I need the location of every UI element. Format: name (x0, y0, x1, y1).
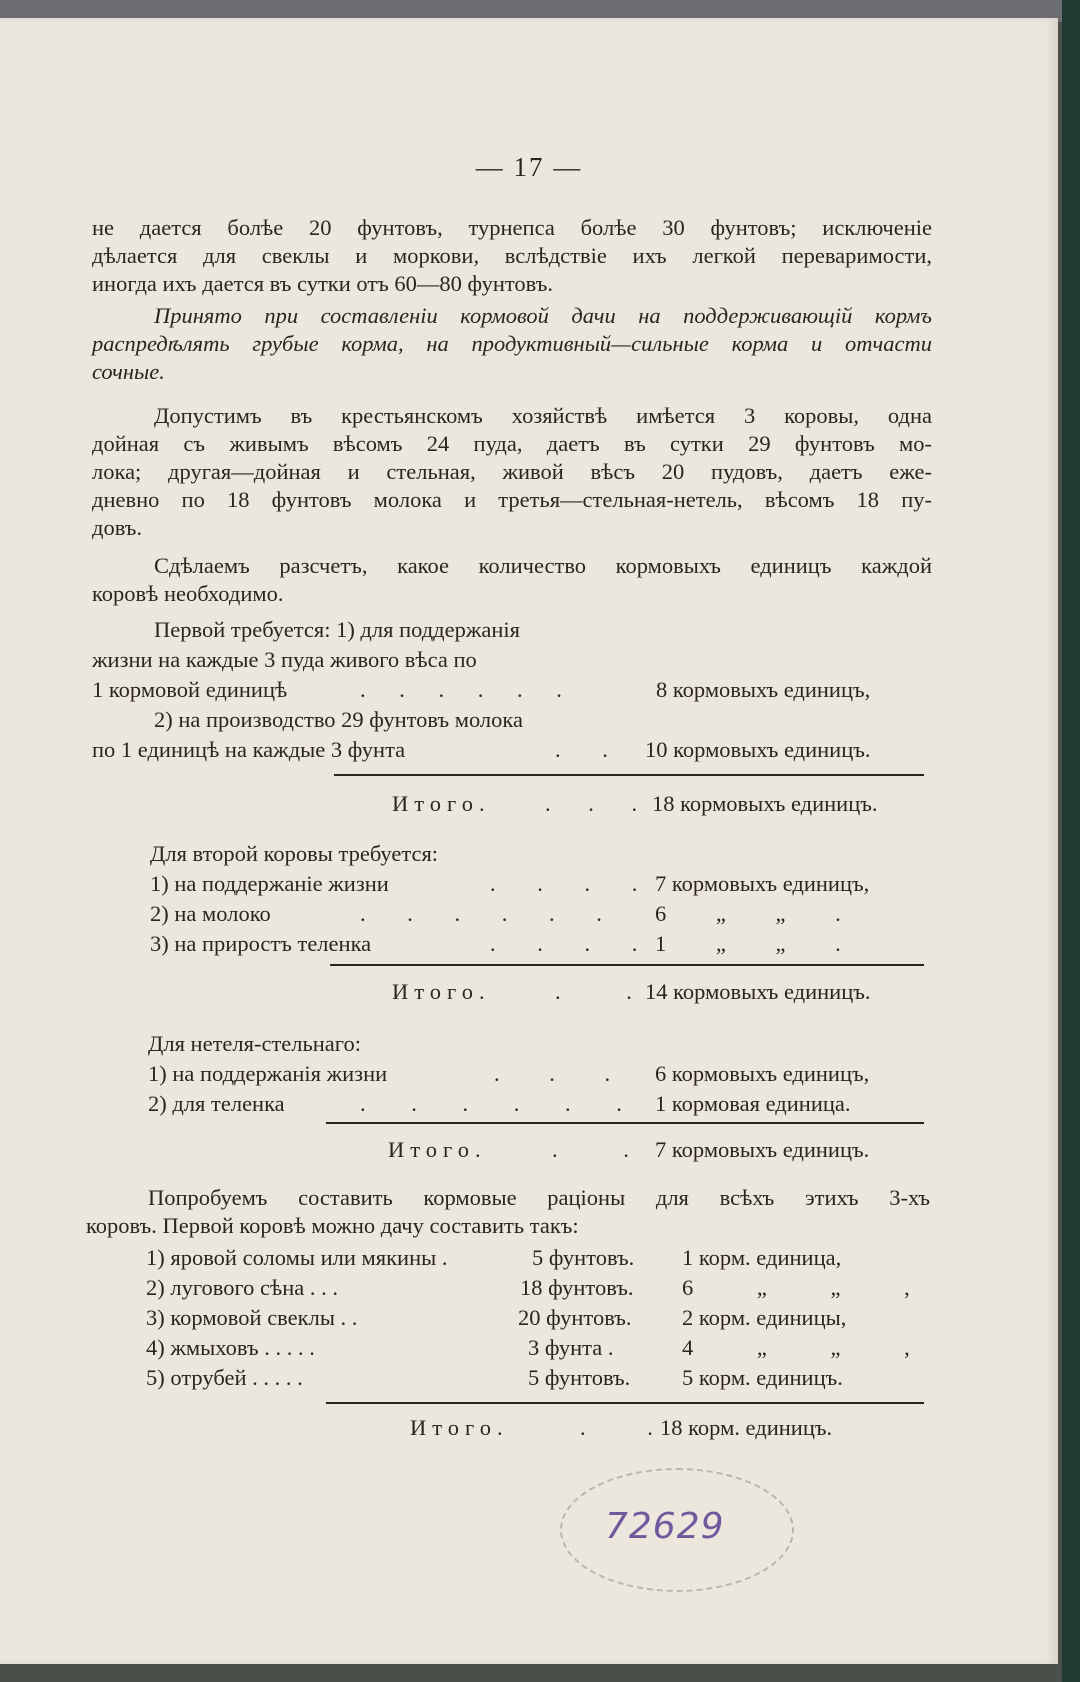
sum-rule (326, 1122, 924, 1124)
third-cow-item-value: 1 кормовая единица. (655, 1091, 851, 1116)
third-cow-item-label: 1) на поддержанія жизни (148, 1061, 388, 1086)
second-cow-item-value: 7 кормовыхъ единицъ, (655, 871, 870, 896)
ration-total-value: 18 корм. единицъ. (660, 1415, 833, 1440)
paragraph-1 (92, 214, 932, 298)
leader-dots: . . (555, 737, 626, 762)
leader-dots: . . . (494, 1061, 633, 1086)
text-line: Попробуемъ составить кормовые раціоны для всѣхъ этихъ 3-хъ (148, 1185, 930, 1210)
third-cow-item-label: 2) для теленка (148, 1091, 285, 1116)
first-cow-maintenance-value: 8 кормовыхъ единицъ, (656, 677, 871, 702)
sum-rule (334, 774, 924, 776)
page-number: — 17 — (475, 152, 583, 182)
first-cow-line-4: 2) на производство 29 фунтовъ молока (154, 707, 523, 732)
first-cow-line-2: жизни на каждые 3 пуда живого вѣса по (92, 647, 477, 672)
first-cow-line-5: по 1 единицѣ на каждые 3 фунта (92, 737, 406, 762)
ration-item-units: 5 корм. единицъ. (682, 1365, 843, 1390)
total-label: Итого. (392, 979, 491, 1004)
text-line: коровѣ необходимо. (92, 581, 284, 606)
leader-dots: . . (555, 979, 662, 1004)
paragraph-3 (92, 402, 932, 542)
text-line: иногда ихъ дается въ сутки отъ 60—80 фунтовъ. (92, 271, 553, 296)
paragraph-4 (92, 552, 932, 608)
ration-item-label: 3) кормовой свеклы . . (146, 1305, 358, 1330)
leader-dots: . . (552, 1137, 659, 1162)
text-line: сочные. (92, 359, 165, 384)
total-label: Итого. (392, 791, 491, 816)
total-label: Итого. (410, 1415, 509, 1440)
total-label: Итого. (388, 1137, 487, 1162)
second-cow-total-value: 14 кормовыхъ единицъ. (645, 979, 871, 1004)
text-line: довъ. (92, 515, 143, 540)
ration-item-amount: 3 фунта . (528, 1335, 614, 1360)
second-cow-item-label: 2) на молоко (150, 901, 271, 926)
ration-item-units: 4 „ „ , (682, 1335, 910, 1360)
book-page (0, 18, 1058, 1664)
text-line: дневно по 18 фунтовъ молока и третья—стельная-нетель, вѣсомъ 18 пу- (92, 487, 932, 512)
leader-dots: . . (580, 1415, 681, 1440)
paragraph-5 (86, 1184, 930, 1240)
text-line: Сдѣлаемъ разсчетъ, какое количество кормовыхъ единицъ каждой (154, 553, 932, 578)
second-cow-item-label: 1) на поддержаніе жизни (150, 871, 389, 896)
ration-item-amount: 18 фунтовъ. (520, 1275, 634, 1300)
paragraph-2 (92, 302, 932, 386)
text-line: Допустимъ въ крестьянскомъ хозяйствѣ имѣется 3 коровы, одна (154, 403, 932, 428)
leader-dots: . . . . (490, 871, 656, 896)
text-line: не дается болѣе 20 фунтовъ, турнепса болѣе 30 фунтовъ; исключеніе (92, 215, 932, 240)
second-cow-heading: Для второй коровы требуется: (150, 841, 439, 866)
ration-item-units: 2 корм. единицы, (682, 1305, 847, 1330)
leader-dots: . . . . (490, 931, 656, 956)
third-cow-heading: Для нетеля-стельнаго: (148, 1031, 361, 1056)
second-cow-item-value: 1 „ „ . (655, 931, 841, 956)
leader-dots: . . . (545, 791, 654, 816)
book-cover-edge (1062, 0, 1080, 1682)
ration-item-label: 5) отрубей . . . . . (146, 1365, 303, 1390)
text-line: лока; другая—дойная и стельная, живой вѣсъ 20 пудовъ, даетъ еже- (92, 459, 932, 484)
text-line: Принято при составленіи кормовой дачи на поддерживающій кормъ (154, 303, 932, 328)
first-cow-line-1: Первой требуется: 1) для поддержанія (154, 617, 521, 642)
first-cow-milk-value: 10 кормовыхъ единицъ. (645, 737, 871, 762)
ration-item-units: 6 „ „ , (682, 1275, 910, 1300)
second-cow-item-label: 3) на приростъ теленка (150, 931, 372, 956)
ration-item-label: 1) яровой соломы или мякины . (146, 1245, 448, 1270)
ration-item-label: 2) лугового сѣна . . . (146, 1275, 339, 1300)
leader-dots: . . . . . . (360, 901, 620, 926)
ration-item-label: 4) жмыховъ . . . . . (146, 1335, 315, 1360)
ration-item-amount: 20 фунтовъ. (518, 1305, 632, 1330)
leader-dots: . . . . . . (360, 1091, 642, 1116)
text-line: дѣлается для свеклы и моркови, вслѣдствіе ихъ легкой переваримости, (92, 243, 932, 268)
text-line: коровъ. Первой коровѣ можно дачу составить такъ: (86, 1213, 579, 1238)
inventory-number: 72629 (605, 1506, 725, 1547)
leader-dots: . . . . . . (360, 677, 576, 702)
sum-rule (330, 964, 924, 966)
ration-item-amount: 5 фунтовъ. (528, 1365, 631, 1390)
text-line: дойная съ живымъ вѣсомъ 24 пуда, даетъ въ сутки 29 фунтовъ мо- (92, 431, 932, 456)
ration-item-units: 1 корм. единица, (682, 1245, 842, 1270)
third-cow-item-value: 6 кормовыхъ единицъ, (655, 1061, 870, 1086)
first-cow-total-value: 18 кормовыхъ единицъ. (652, 791, 878, 816)
second-cow-item-value: 6 „ „ . (655, 901, 841, 926)
first-cow-line-3: 1 кормовой единицѣ (92, 677, 288, 702)
sum-rule (326, 1402, 924, 1404)
text-line: распредѣлять грубые корма, на продуктивный—сильные корма и отчасти (92, 331, 932, 356)
ration-item-amount: 5 фунтовъ. (532, 1245, 635, 1270)
third-cow-total-value: 7 кормовыхъ единицъ. (655, 1137, 870, 1162)
